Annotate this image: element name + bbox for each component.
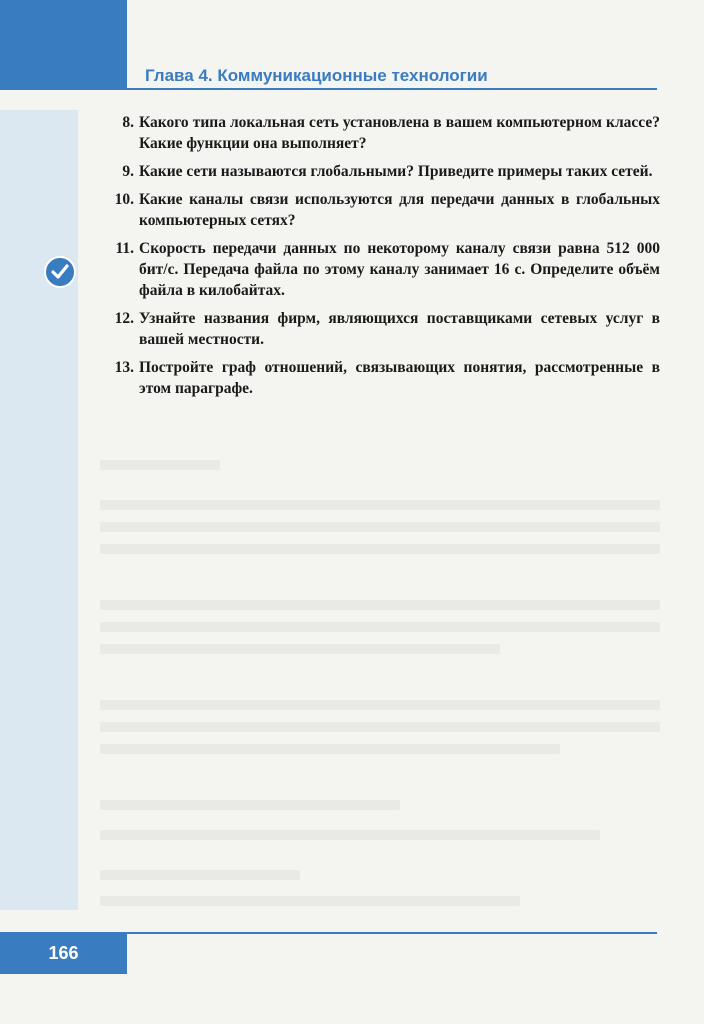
bleed-through-line <box>100 700 660 710</box>
question-number: 13. <box>114 359 134 376</box>
bleed-through-line <box>100 522 660 532</box>
bleed-through-line <box>100 800 400 810</box>
bleed-through-line <box>100 744 560 754</box>
question-list <box>100 112 660 406</box>
side-margin-band <box>0 110 78 910</box>
bleed-through-line <box>100 644 500 654</box>
question-item <box>100 189 660 231</box>
bleed-through-line <box>100 500 660 510</box>
question-item <box>100 238 660 301</box>
chapter-title: Глава 4. Коммуникационные технологии <box>145 66 488 85</box>
bleed-through-line <box>100 896 520 906</box>
checkmark-circle-icon <box>44 256 76 288</box>
question-number: 9. <box>122 163 134 180</box>
bleed-through-line <box>100 870 300 880</box>
question-item <box>100 308 660 350</box>
bleed-through-line <box>100 830 600 840</box>
header-tab <box>0 0 127 90</box>
question-number: 8. <box>122 114 134 131</box>
question-text: Какого типа локальная сеть установлена в вашем компьютерном классе? Какие функции она выполняет? <box>139 114 660 152</box>
question-item <box>100 357 660 399</box>
question-text: Постройте граф отношений, связывающих понятия, рассмотренные в этом параграфе. <box>139 359 660 397</box>
question-text: Какие сети называются глобальными? Приведите примеры таких сетей. <box>139 163 653 180</box>
header-rule <box>127 88 657 90</box>
question-number: 11. <box>115 240 134 257</box>
question-number: 12. <box>114 310 134 327</box>
question-number: 10. <box>114 191 134 208</box>
bleed-through-line <box>100 460 220 470</box>
bleed-through-line <box>100 600 660 610</box>
page-number: 166 <box>48 943 79 963</box>
question-item <box>100 112 660 154</box>
footer-rule <box>127 932 657 934</box>
question-text: Какие каналы связи используются для передачи данных в глобальных компьютерных сетях? <box>139 191 660 229</box>
question-text: Скорость передачи данных по некоторому каналу связи равна 512 000 бит/с. Передача файла по этому каналу занимает 16 с. Определите объём файла в килобайтах. <box>139 240 660 299</box>
question-text: Узнайте названия фирм, являющихся поставщиками сетевых услуг в вашей местности. <box>139 310 660 348</box>
bleed-through-line <box>100 622 660 632</box>
question-item <box>100 161 660 182</box>
bleed-through-line <box>100 544 660 554</box>
bleed-through-line <box>100 722 660 732</box>
